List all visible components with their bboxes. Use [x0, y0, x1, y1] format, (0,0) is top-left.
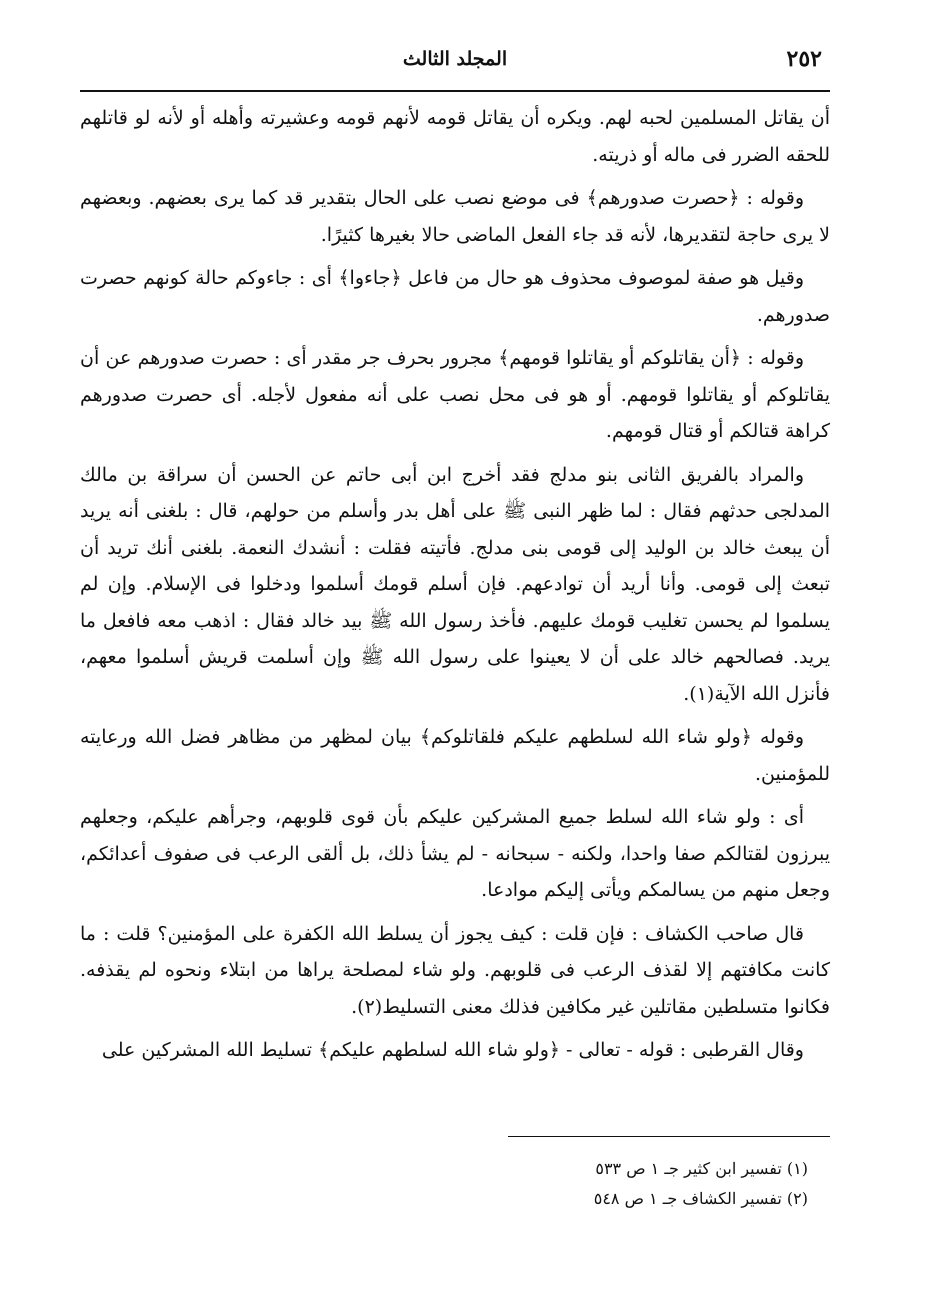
footnote-2: (٢) تفسير الكشاف جـ ١ ص ٥٤٨: [593, 1189, 808, 1208]
running-title: المجلد الثالث: [402, 48, 508, 70]
page-number: ٢٥٢: [786, 46, 822, 72]
footnote-rule: [508, 1136, 830, 1137]
paragraph: وقوله ﴿ولو شاء الله لسلطهم عليكم فلقاتلوكم﴾ بيان لمظهر من مظاهر فضل الله ورعايته للمؤمنين.: [80, 726, 830, 785]
header-rule: [80, 90, 830, 92]
paragraph: قال صاحب الكشاف : فإن قلت : كيف يجوز أن يسلط الله الكفرة على المؤمنين؟ قلت : ما كانت مكافتهم إلا لقذف الرعب فى قلوبهم. ولو شاء لمصلحة يراها من ابتلاء ونحوه لم يقذفه. فكانوا متسلطين مقاتلين غير مكافين فذلك معنى التسليط(٢).: [80, 922, 830, 1018]
paragraph: أى : ولو شاء الله لسلط جميع المشركين عليكم بأن قوى قلوبهم، وجرأهم عليكم، وجعلهم يبرزون لقتالكم صفا واحدا، ولكنه - سبحانه - لم يشأ ذلك، بل ألقى الرعب فى صفوف أعدائكم، وجعل منهم من يسالمكم ويأتى إليكم موادعا.: [80, 806, 830, 901]
footnote-1: (١) تفسير ابن كثير جـ ١ ص ٥٣٣: [595, 1159, 808, 1178]
footnotes: [408, 1154, 808, 1214]
paragraph: وقوله : ﴿أن يقاتلوكم أو يقاتلوا قومهم﴾ مجرور بحرف جر مقدر أى : حصرت صدورهم عن أن يقاتلوكم أو يقاتلوا قومهم. أو هو فى محل نصب على أنه مفعول لأجله. أى حصرت صدورهم كراهة قتالكم أو قتال قومهم.: [80, 347, 830, 442]
paragraph: وقال القرطبى : قوله - تعالى - ﴿ولو شاء الله لسلطهم عليكم﴾ تسليط الله المشركين على: [101, 1039, 804, 1061]
paragraph: وقيل هو صفة لموصوف محذوف هو حال من فاعل ﴿جاءوا﴾ أى : جاءوكم حالة كونهم حصرت صدورهم.: [80, 267, 830, 326]
paragraph: أن يقاتل المسلمين لحبه لهم. ويكره أن يقاتل قومه لأنهم قومه وعشيرته وأهله أو لأنه لو قاتلهم للحقه الضرر فى ماله أو ذريته.: [80, 107, 830, 166]
paragraph: والمراد بالفريق الثانى بنو مدلج فقد أخرج ابن أبى حاتم عن الحسن أن سراقة بن مالك المدلجى حدثهم فقال : لما ظهر النبى ﷺ على أهل بدر وأسلم من حولهم، قال : بلغنى أنه يريد أن يبعث خالد بن الوليد إلى قومى بنى مدلج. فأتيته فقلت : أنشدك النعمة. بلغنى أنك تريد أن تبعث إلى قومى. وأنا أريد أن توادعهم. فإن أسلم قومك أسلموا ودخلوا فى الإسلام. وإن لم يسلموا لم يحسن تغليب قومك عليهم. فأخذ رسول الله ﷺ بيد خالد فقال : اذهب معه فافعل ما يريد. فصالحهم خالد على أن لا يعينوا على رسول الله ﷺ وإن أسلمت قريش أسلموا معهم، فأنزل الله الآية(١).: [80, 463, 830, 705]
page-header: [80, 44, 830, 84]
body-text: [80, 100, 830, 1076]
paragraph: وقوله : ﴿حصرت صدورهم﴾ فى موضع نصب على الحال بتقدير قد كما يرى بعضهم. وبعضهم لا يرى حاجة لتقديرها، لأنه قد جاء الفعل الماضى حالا بغيرها كثيرًا.: [80, 187, 830, 246]
